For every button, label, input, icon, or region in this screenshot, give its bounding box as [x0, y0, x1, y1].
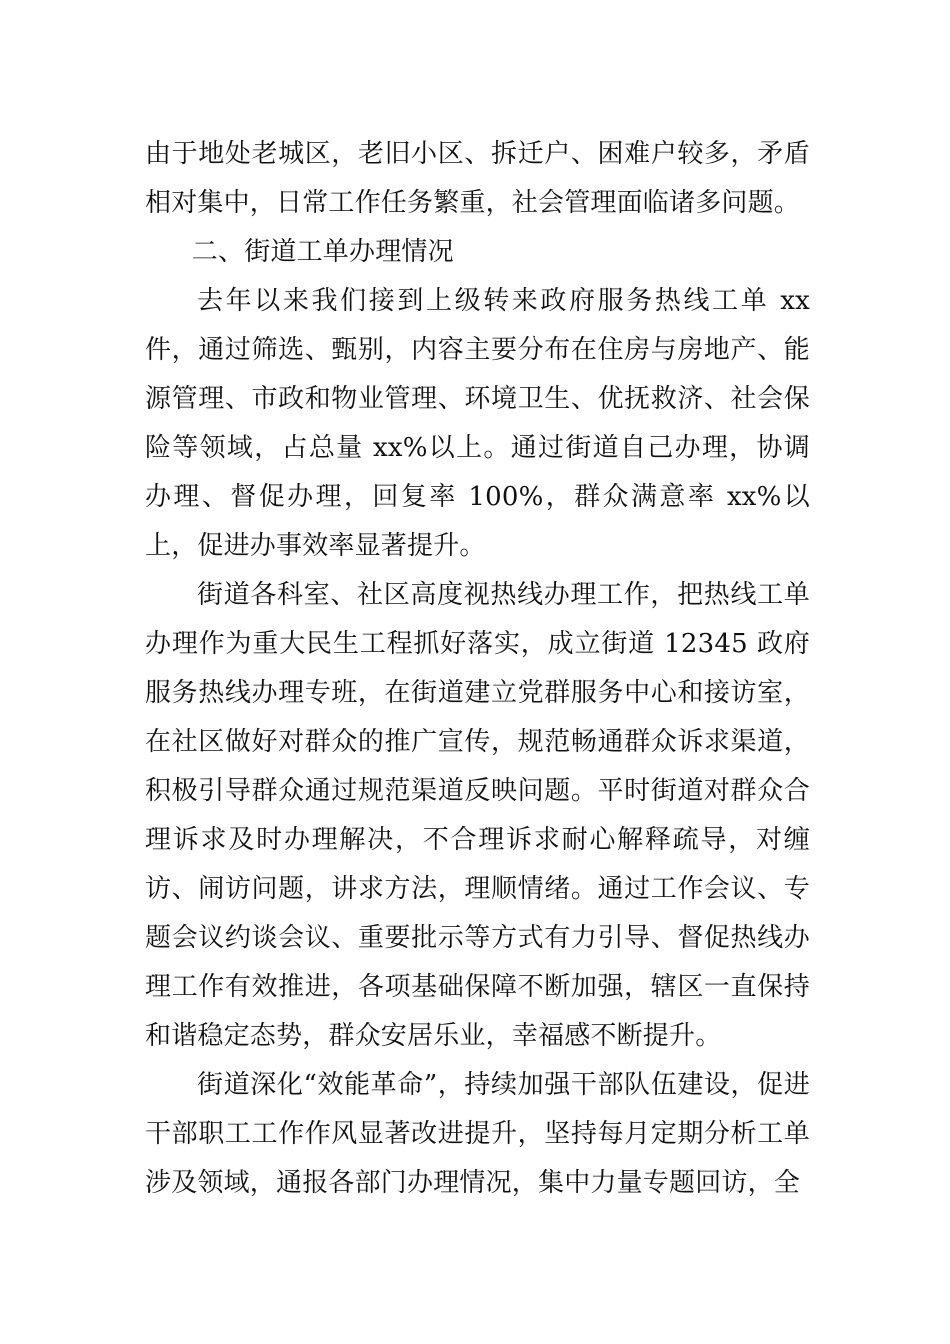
paragraph-continuation: 由于地处老城区，老旧小区、拆迁户、困难户较多，矛盾相对集中，日常工作任务繁重，社会管理面临诸多问题。 — [145, 139, 810, 218]
section-heading: 二、街道工单办理情况 — [191, 237, 454, 267]
paragraph-hotline-summary: 去年以来我们接到上级转来政府服务热线工单 xx 件，通过筛选、甄别，内容主要分布在住房与房地产、能源管理、市政和物业管理、环境卫生、优抚救济、社会保险等领域，占总量 xx%以上。通过街道自己办理，协调办理、督促办理，回复率 100%，群众满意率 xx%以上，促进办事效率显著提升。 — [145, 286, 810, 561]
paragraph-hotline-work: 街道各科室、社区高度视热线办理工作，把热线工单办理作为重大民生工程抓好落实，成立街道 12345 政府服务热线办理专班，在街道建立党群服务中心和接访室，在社区做好对群众的推广宣传，规范畅通群众诉求渠道，积极引导群众通过规范渠道反映问题。平时街道对群众合理诉求及时办理解决，不合理诉求耐心解释疏导，对缠访、闹访问题，讲求方法，理顺情绪。通过工作会议、专题会议约谈会议、重要批示等方式有力引导、督促热线办理工作有效推进，各项基础保障不断加强，辖区一直保持和谐稳定态势，群众安居乐业，幸福感不断提升。 — [145, 580, 810, 1051]
paragraph-efficiency-revolution: 街道深化“效能革命”，持续加强干部队伍建设，促进干部职工工作作风显著改进提升，坚持每月定期分析工单涉及领域，通报各部门办理情况，集中力量专题回访，全 — [145, 1070, 810, 1198]
document-body — [145, 130, 810, 1208]
